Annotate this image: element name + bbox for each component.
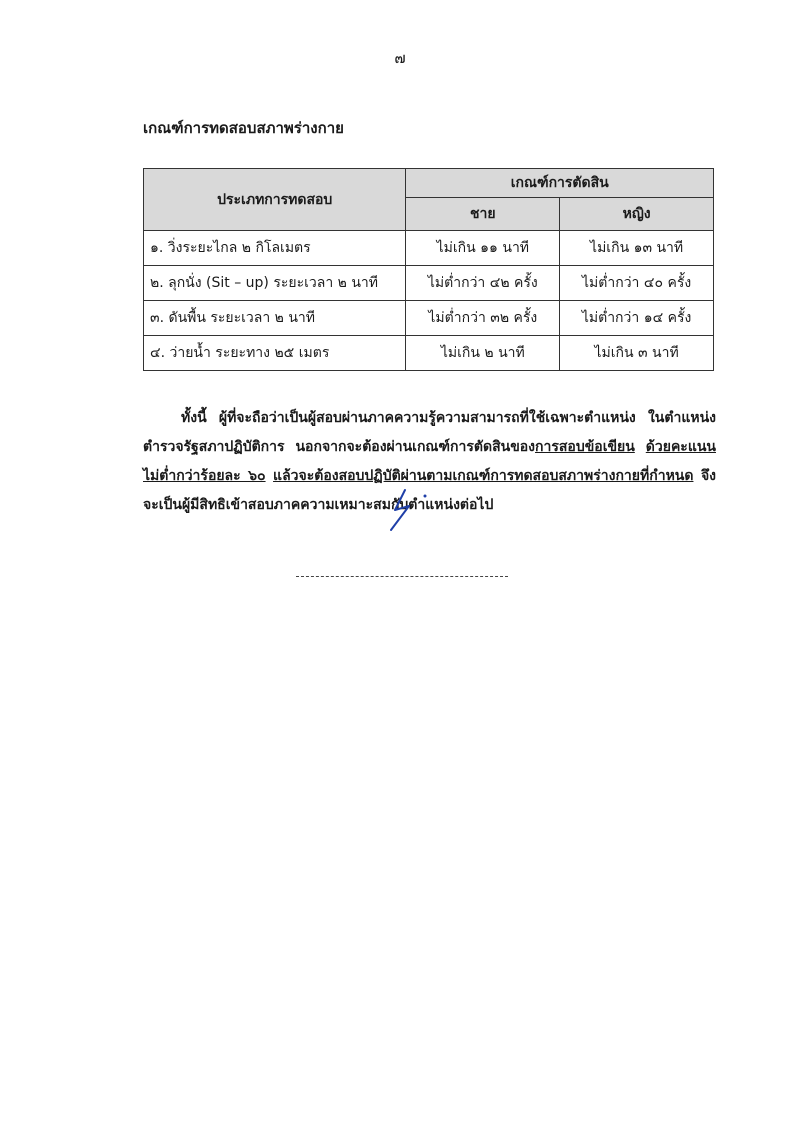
underlined-fitness-requirement: แล้วจะต้องสอบปฏิบัติผ่านตามเกณฑ์การทดสอบสภาพร่างกายที่กำหนด — [273, 468, 694, 484]
female-criteria: ไม่ต่ำกว่า ๔๐ ครั้ง — [560, 266, 714, 301]
female-criteria: ไม่เกิน ๑๓ นาที — [560, 231, 714, 266]
header-criteria: เกณฑ์การตัดสิน — [406, 169, 714, 198]
paragraph-space-2 — [266, 468, 273, 484]
fitness-criteria-table — [143, 168, 714, 371]
signature-mark-icon — [383, 488, 431, 532]
female-criteria: ไม่ต่ำกว่า ๑๔ ครั้ง — [560, 301, 714, 336]
header-male: ชาย — [406, 198, 560, 231]
underlined-score-requirement: ด้วยคะแนนไม่ต่ำกว่าร้อยละ ๖๐ — [143, 439, 716, 484]
test-name: ๔. ว่ายน้ำ ระยะทาง ๒๕ เมตร — [144, 336, 406, 371]
paragraph-space-1 — [635, 439, 646, 455]
section-title: เกณฑ์การทดสอบสภาพร่างกาย — [143, 119, 344, 137]
table-row — [144, 266, 714, 301]
paragraph-text-1: ทั้งนี้ ผู้ที่จะถือว่าเป็นผู้สอบผ่านภาคความรู้ความสามารถที่ใช้เฉพาะตำแหน่ง ในตำแหน่ง ตำรวจรัฐสภาปฏิบัติการ นอกจากจะต้องผ่านเกณฑ์การตัดสินของ — [143, 410, 716, 455]
end-divider — [296, 576, 508, 577]
table-row — [144, 336, 714, 371]
header-female: หญิง — [560, 198, 714, 231]
male-criteria: ไม่ต่ำกว่า ๓๒ ครั้ง — [406, 301, 560, 336]
header-test-type: ประเภทการทดสอบ — [144, 169, 406, 231]
page-number: ๗ — [394, 49, 406, 67]
female-criteria: ไม่เกิน ๓ นาที — [560, 336, 714, 371]
table-header-row — [144, 169, 714, 198]
table-row — [144, 301, 714, 336]
underlined-written-exam: การสอบข้อเขียน — [535, 439, 635, 455]
test-name: ๓. ดันพื้น ระยะเวลา ๒ นาที — [144, 301, 406, 336]
test-name: ๑. วิ่งระยะไกล ๒ กิโลเมตร — [144, 231, 406, 266]
table-row — [144, 231, 714, 266]
male-criteria: ไม่ต่ำกว่า ๔๒ ครั้ง — [406, 266, 560, 301]
male-criteria: ไม่เกิน ๑๑ นาที — [406, 231, 560, 266]
test-name: ๒. ลุกนั่ง (Sit – up) ระยะเวลา ๒ นาที — [144, 266, 406, 301]
paragraph-text-2: จึงจะเป็นผู้มีสิทธิเข้าสอบภาคความเหมาะสมกับตำแหน่งต่อไป — [143, 468, 716, 513]
male-criteria: ไม่เกิน ๒ นาที — [406, 336, 560, 371]
